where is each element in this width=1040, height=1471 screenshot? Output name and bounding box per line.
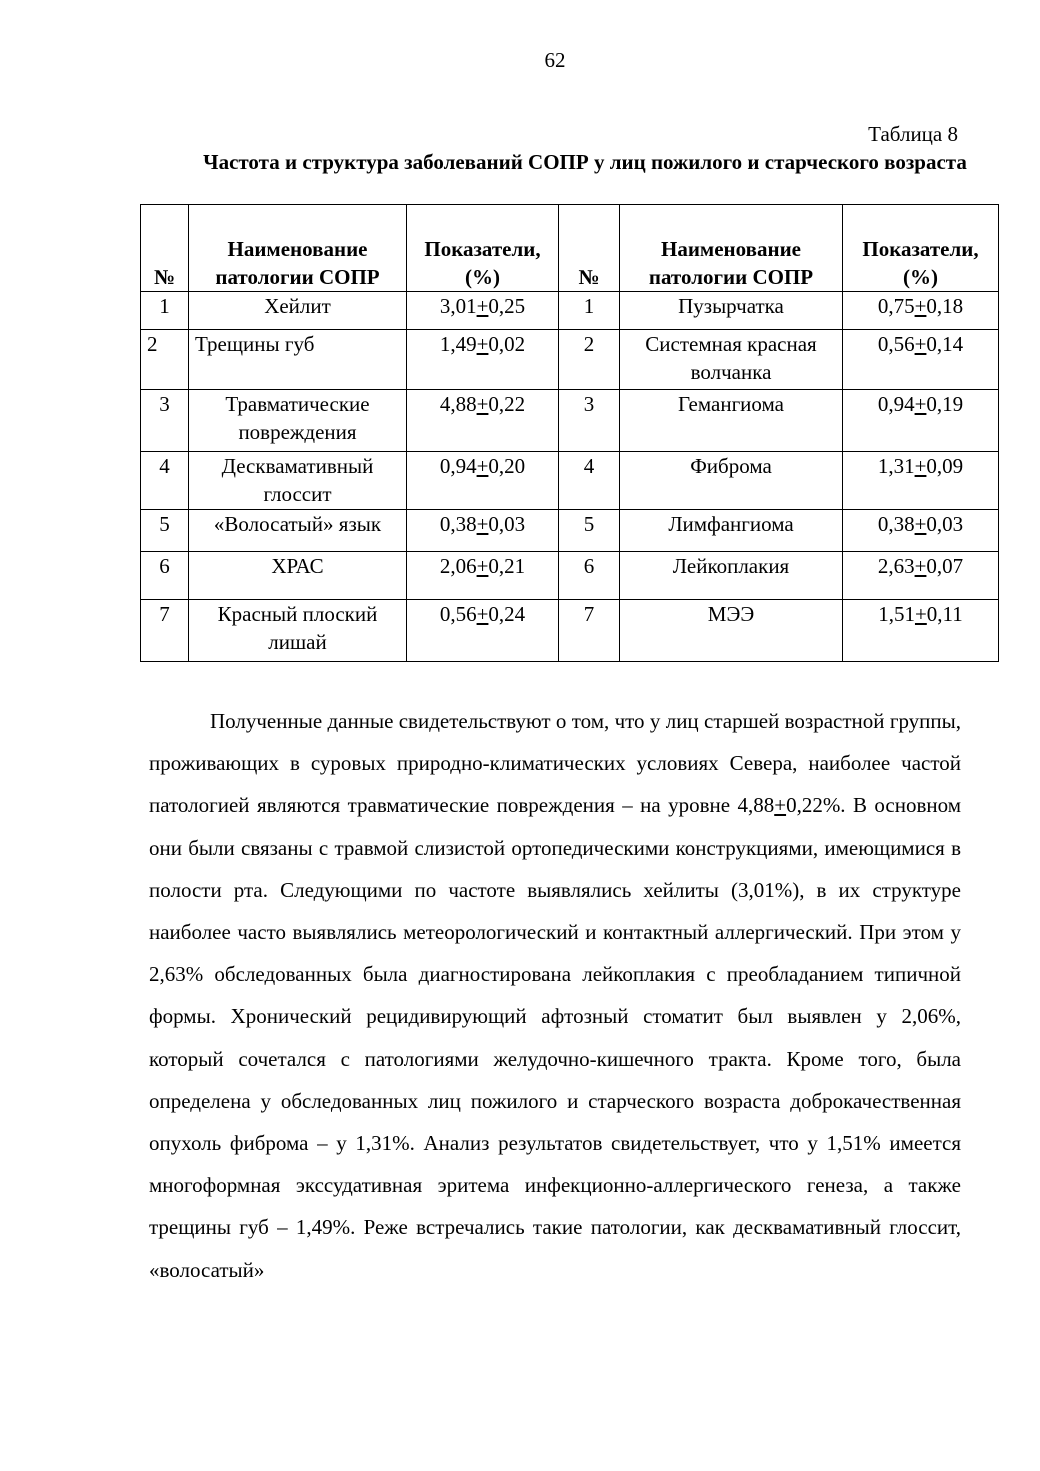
table-title: Частота и структура заболеваний СОПР у лиц пожилого и старческого возраста [203,150,967,174]
mean-value: 1,49 [439,332,477,356]
value-cell [407,292,559,330]
plus-minus-sign: + [476,454,489,478]
row-number-cell: 4 [141,452,189,510]
error-value: 0,22 [488,392,526,416]
row-number-cell: 5 [559,510,620,552]
value-cell [843,330,999,390]
error-value: 0,09 [926,454,964,478]
pathology-name-cell: Трещины губ [189,330,407,390]
mean-value: 2,06 [439,554,477,578]
pathology-name-cell: Системная красная волчанка [620,330,843,390]
mean-value: 0,75 [877,294,915,318]
value-cell [843,600,999,662]
pathology-name-cell: «Волосатый» язык [189,510,407,552]
row-number-cell: 4 [559,452,620,510]
value-cell [407,510,559,552]
row-number-cell: 2 [559,330,620,390]
value-cell [843,510,999,552]
value-cell [407,600,559,662]
pathology-name-cell: ХРАС [189,552,407,600]
value-cell [843,390,999,452]
plus-minus-sign: + [914,332,927,356]
table-row [141,330,999,390]
mean-value: 2,63 [877,554,915,578]
error-value: 0,03 [488,512,526,536]
value-cell [407,452,559,510]
row-number-cell: 7 [141,600,189,662]
table-row [141,552,999,600]
plus-minus-sign: + [914,392,927,416]
table-row [141,452,999,510]
error-value: 0,07 [926,554,964,578]
header-cell: Наименование патологии СОПР [189,205,407,292]
mean-value: 0,94 [877,392,915,416]
value-cell [843,292,999,330]
value-cell [843,452,999,510]
pathology-name-cell: Травматические повреждения [189,390,407,452]
header-cell: № [559,205,620,292]
plus-minus-sign: + [914,602,927,626]
error-value: 0,02 [488,332,526,356]
error-value: 0,14 [926,332,964,356]
plus-minus-sign: + [914,512,927,536]
value-cell [407,390,559,452]
pathology-name-cell: Лейкоплакия [620,552,843,600]
error-value: 0,03 [926,512,964,536]
value-cell [843,552,999,600]
mean-value: 1,31 [877,454,915,478]
pathology-name-cell: Десквамативный глоссит [189,452,407,510]
pathology-name-cell: МЭЭ [620,600,843,662]
table-row [141,292,999,330]
row-number-cell: 3 [141,390,189,452]
mean-value: 4,88 [439,392,477,416]
error-value: 0,25 [488,294,526,318]
body-text-part: 0,22%. В основном они были связаны с травмой слизистой ортопедическими конструкциями, имеющимися в полости рта. Следующими по частоте выявлялись хейлиты (3,01%), в их структуре наиболее часто выявлялись метеорологический и контактный аллергический. При этом у 2,63% обследованных была диагностирована лейкоплакия с преобладанием типичной формы. Хронический рецидивирующий афтозный стоматит был выявлен у 2,06%, который сочетался с патологиями желудочно-кишечного тракта. Кроме того, была определена у обследованных лиц пожилого и старческого возраста доброкачественная опухоль фиброма – у 1,31%. Анализ результатов свидетельствует, что у 1,51% имеется многоформная экссудативная эритема инфекционно-аллергического генеза, а также трещины губ – 1,49%. Реже встречались такие патологии, как десквамативный глоссит, «волосатый» [149,793,962,1282]
error-value: 0,18 [926,294,964,318]
value-cell [407,552,559,600]
error-value: 0,21 [488,554,526,578]
mean-value: 0,56 [439,602,477,626]
plus-minus-sign: + [476,392,489,416]
header-cell: Показатели, (%) [407,205,559,292]
plus-minus-sign: + [476,554,489,578]
body-text-part: Полученные данные свидетельствуют о том, что у лиц старшей возрастной группы, проживающих в суровых природно-климатических условиях Севера, наиболее частой патологией являются травматические повреждения – на уровне 4,88 [149,709,961,818]
header-cell: Показатели, (%) [843,205,999,292]
plus-minus-sign: + [914,454,927,478]
page-number: 62 [544,48,566,72]
mean-value: 1,51 [878,602,915,626]
row-number-cell: 6 [559,552,620,600]
plus-minus-sign: + [476,332,489,356]
mean-value: 0,38 [877,512,915,536]
mean-value: 0,38 [439,512,477,536]
table-row [141,390,999,452]
plus-minus-sign: + [476,602,489,626]
error-value: 0,19 [926,392,964,416]
pathology-name-cell: Лимфангиома [620,510,843,552]
row-number-cell: 1 [559,292,620,330]
row-number-cell: 5 [141,510,189,552]
pathology-name-cell: Фиброма [620,452,843,510]
plus-minus-sign: + [914,294,927,318]
header-cell: № [141,205,189,292]
table-row [141,600,999,662]
error-value: 0,11 [926,602,963,626]
pathology-name-cell: Пузырчатка [620,292,843,330]
table-label: Таблица 8 [868,122,958,146]
pathology-name-cell: Хейлит [189,292,407,330]
body-paragraph [149,700,961,1291]
error-value: 0,24 [488,602,526,626]
table-header-row [141,205,999,292]
mean-value: 0,56 [877,332,915,356]
pathology-name-cell: Гемангиома [620,390,843,452]
row-number-cell: 6 [141,552,189,600]
mean-value: 3,01 [439,294,477,318]
row-number-cell: 7 [559,600,620,662]
row-number-cell: 3 [559,390,620,452]
row-number-cell: 1 [141,292,189,330]
plus-minus-sign: + [476,512,489,536]
value-cell [407,330,559,390]
plus-minus-sign: + [476,294,489,318]
plus-minus-sign: + [914,554,927,578]
header-cell: Наименование патологии СОПР [620,205,843,292]
plus-minus-sign: + [774,793,787,818]
error-value: 0,20 [488,454,526,478]
mean-value: 0,94 [439,454,477,478]
pathology-table [140,204,999,662]
pathology-name-cell: Красный плоский лишай [189,600,407,662]
table-row [141,510,999,552]
row-number-cell: 2 [141,330,189,390]
